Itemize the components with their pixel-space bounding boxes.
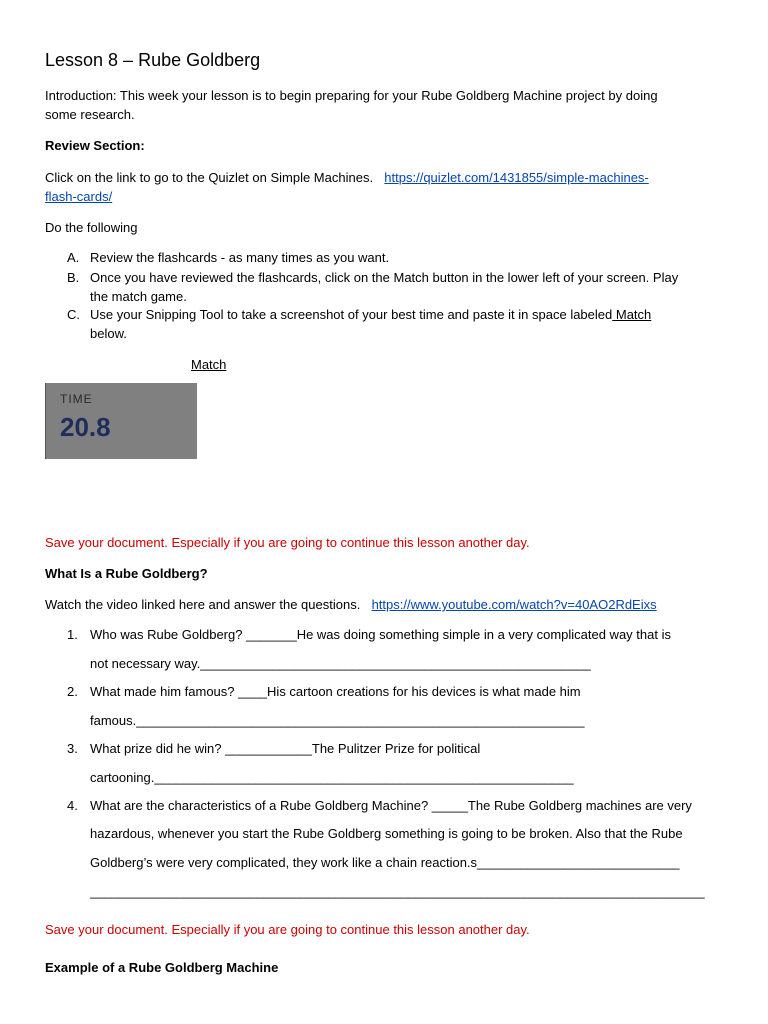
question-marker-3: 3. xyxy=(67,741,78,756)
match-inline-label: Match xyxy=(612,307,652,322)
question-4-line-4: _____________________________________________________________________________________ xyxy=(90,884,705,899)
quizlet-link[interactable]: https://quizlet.com/1431855/simple-machines- xyxy=(384,170,649,185)
time-label: TIME xyxy=(60,392,93,406)
list-marker-b: B. xyxy=(67,270,80,285)
question-4-line-3: Goldberg’s were very complicated, they work like a chain reaction.s____________________________ xyxy=(90,855,680,870)
question-marker-2: 2. xyxy=(67,684,78,699)
question-2-line-1: What made him famous? ____His cartoon creations for his devices is what made him xyxy=(90,684,581,699)
list-item-c-line-1 xyxy=(90,305,651,324)
list-item-a: Review the flashcards - as many times as you want. xyxy=(90,250,390,265)
time-value: 20.8 xyxy=(60,412,111,442)
question-1-line-1: Who was Rube Goldberg? _______He was doing something simple in a very complicated way that is xyxy=(90,627,671,642)
page-title: Lesson 8 – Rube Goldberg xyxy=(45,50,261,70)
save-reminder: Save your document. Especially if you are going to continue this lesson another day. xyxy=(45,535,530,550)
quizlet-link-part2[interactable]: flash-cards/ xyxy=(45,189,113,204)
review-heading: Review Section: xyxy=(45,138,145,153)
question-4-line-1: What are the characteristics of a Rube Goldberg Machine? _____The Rube Goldberg machines are very xyxy=(90,798,692,813)
quizlet-instruction xyxy=(45,168,649,187)
match-label: Match xyxy=(191,357,227,372)
list-marker-a: A. xyxy=(67,250,80,265)
quizlet-link-continued xyxy=(45,187,112,206)
video-instruction xyxy=(45,595,657,614)
section-heading-example: Example of a Rube Goldberg Machine xyxy=(45,960,279,975)
youtube-link[interactable]: https://www.youtube.com/watch?v=40AO2RdEixs xyxy=(371,597,657,612)
question-marker-1: 1. xyxy=(67,627,78,642)
question-3-line-1: What prize did he win? ____________The Pulitzer Prize for political xyxy=(90,741,481,756)
list-item-b-line-2: the match game. xyxy=(90,289,187,304)
match-time-screenshot xyxy=(45,383,197,459)
question-1-line-2: not necessary way.______________________________________________________ xyxy=(90,656,591,671)
list-item-c-text: Use your Snipping Tool to take a screenshot of your best time and paste it in space labeled xyxy=(90,307,613,322)
question-marker-4: 4. xyxy=(67,798,78,813)
question-2-line-2: famous.______________________________________________________________ xyxy=(90,713,585,728)
video-instruction-text: Watch the video linked here and answer the questions. xyxy=(45,597,361,612)
question-4-line-2: hazardous, whenever you start the Rube Goldberg something is going to be broken. Also that the Rube xyxy=(90,826,683,841)
quizlet-instruction-text: Click on the link to go to the Quizlet on Simple Machines. xyxy=(45,170,374,185)
do-following-text: Do the following xyxy=(45,220,138,235)
list-marker-c: C. xyxy=(67,307,80,322)
list-item-b-line-1: Once you have reviewed the flashcards, click on the Match button in the lower left of your screen. Play xyxy=(90,270,679,285)
question-3-line-2: cartooning.__________________________________________________________ xyxy=(90,770,574,785)
save-reminder-2: Save your document. Especially if you are going to continue this lesson another day. xyxy=(45,922,530,937)
intro-line-2: some research. xyxy=(45,107,135,122)
intro-line-1: Introduction: This week your lesson is to begin preparing for your Rube Goldberg Machine project by doing xyxy=(45,88,658,103)
section-heading-what-is: What Is a Rube Goldberg? xyxy=(45,566,208,581)
list-item-c-line-2: below. xyxy=(90,326,127,341)
